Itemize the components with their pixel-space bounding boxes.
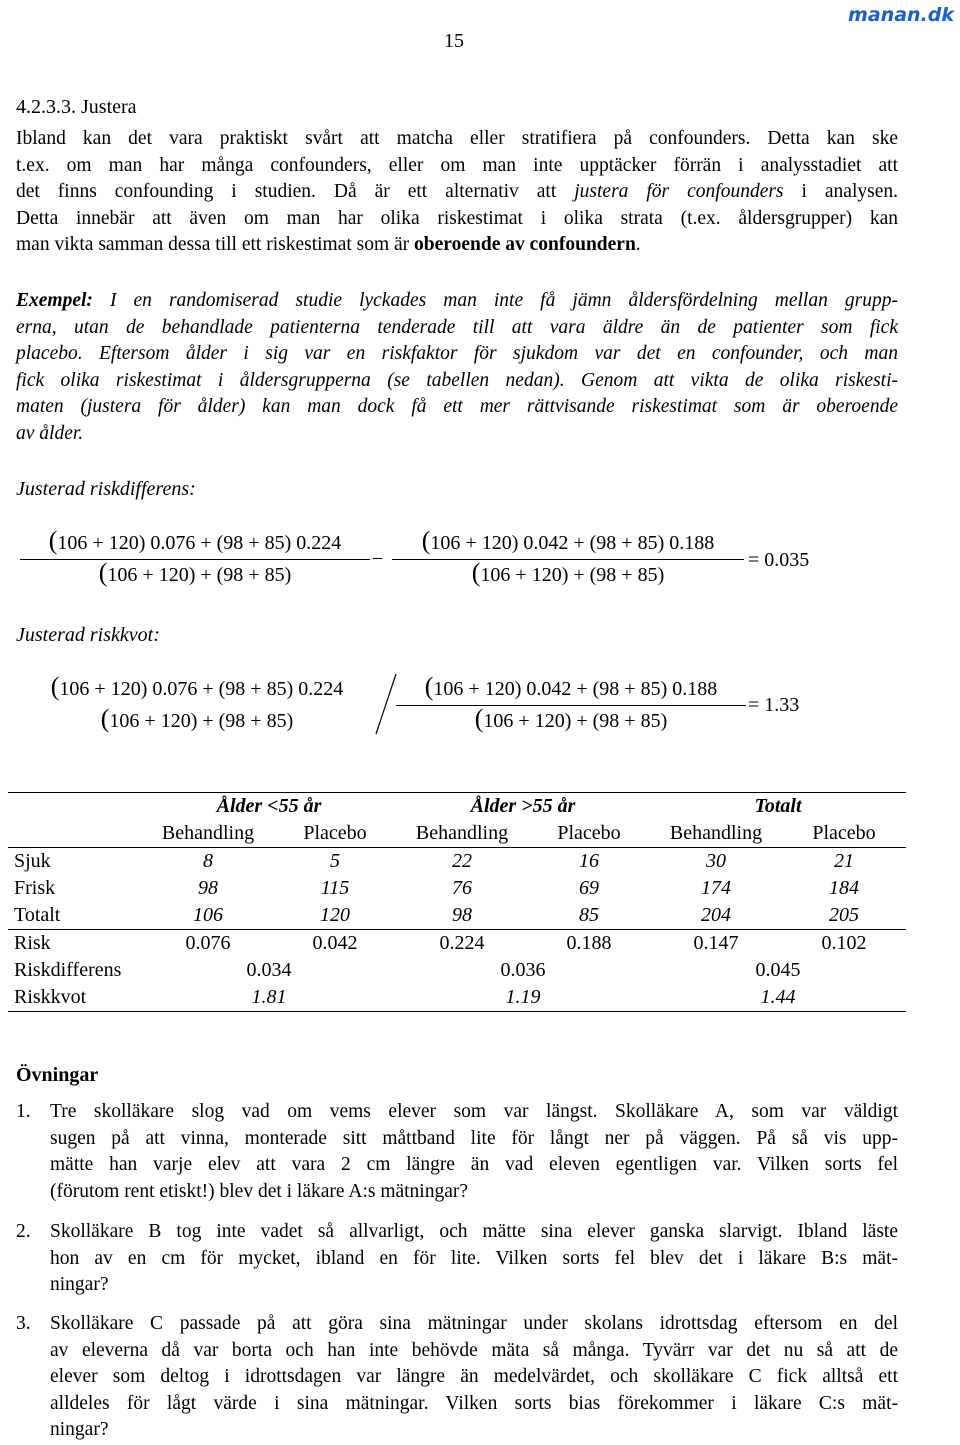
table-row [8, 848, 906, 876]
subheader: Placebo [303, 822, 367, 844]
table-cell: 106 [193, 904, 223, 926]
exercise-line: elever som deltog i idrottsdagen var längre än medelvärdet, och skolläkare C fick alltså ett [50, 1366, 898, 1387]
table-cell: 1.44 [650, 984, 906, 1012]
exercise-item [16, 1311, 898, 1445]
group-header: Ålder >55 år [396, 793, 650, 821]
table-cell: 0.036 [500, 959, 546, 981]
exercise-line: av eleverna då var borta och han inte behövde mäta så många. Tyvärr var det nu så att de [50, 1339, 898, 1361]
table-cell: 0.045 [755, 959, 801, 981]
row-label: Totalt [14, 904, 61, 926]
table-subheader-row [8, 820, 906, 848]
subheader: Behandling [161, 822, 255, 844]
exercise-line: Tre skolläkare slog vad om vems elever som var längst. Skolläkare A, som var väldigt [50, 1101, 898, 1122]
rr-fraction-2 [396, 672, 746, 734]
rd-fraction-2 [392, 526, 744, 588]
table-cell: 0.102 [782, 930, 906, 958]
exercise-number: 1. [16, 1101, 31, 1122]
table-cell: 204 [701, 904, 731, 926]
section-heading: 4.2.3.3. Justera [16, 96, 137, 118]
subheader: Placebo [812, 822, 876, 844]
table-cell: 0.147 [650, 930, 782, 958]
row-label: Sjuk [8, 848, 142, 876]
table-cell: 8 [142, 848, 274, 876]
exercise-line: alldeles för lågt värde i sina mätningar. Vilken sorts bias förekommer i läkare C:s mät- [50, 1392, 898, 1414]
table-cell: 5 [274, 848, 396, 876]
table-row [8, 930, 906, 958]
exercise-text [50, 1219, 898, 1299]
exercise-line: (förutom rent etiskt!) blev det i läkare A:s mätningar? [50, 1180, 469, 1202]
exercise-line: sugen på att vinna, monterade sitt måttband lite för långt ner på väggen. På så vis upp- [50, 1127, 898, 1149]
exercises-title: Övningar [16, 1064, 99, 1086]
table-cell: 174 [701, 877, 731, 899]
subheader: Placebo [557, 822, 621, 844]
table-cell: 120 [320, 904, 350, 926]
exercise-text [50, 1311, 898, 1444]
subheader: Behandling [415, 822, 509, 844]
exercise-text [50, 1099, 898, 1205]
exercise-item [16, 1219, 898, 1303]
rr-fraction-1 [22, 672, 372, 734]
rr-result: = 1.33 [748, 694, 800, 716]
intro-line: Ibland kan det vara praktiskt svårt att matcha eller stratifiera på confounders. Detta kan ske [16, 128, 898, 149]
italic-term: justera för confounders [574, 181, 784, 202]
exercise-item [16, 1099, 898, 1209]
intro-line: man vikta samman dessa till ett riskestimat som är oberoende av confoundern. [16, 234, 641, 255]
page-number: 15 [444, 30, 464, 52]
example-line: maten (justera för ålder) kan man dock få ett mer rättvisande riskestimat som är oberoende [16, 396, 898, 417]
exercise-number: 3. [16, 1313, 31, 1334]
rr-denominator-2: (106 + 120) + (98 + 85) [474, 703, 668, 733]
site-watermark: manan.dk [848, 4, 954, 26]
table-row [8, 957, 906, 984]
table-cell: 98 [452, 904, 472, 926]
intro-line: Detta innebär att även om man har olika riskestimat i olika strata (t.ex. åldersgrupper) kan [16, 207, 898, 229]
row-label: Frisk [14, 877, 56, 899]
table-row [8, 984, 906, 1012]
example-line: erna, utan de behandlade patienterna tenderade till att vara äldre än de patienter som fick [16, 316, 898, 338]
rd-numerator-2: (106 + 120) 0.042 + (98 + 85) 0.188 [421, 526, 715, 555]
table-row [8, 902, 906, 930]
rr-division-slash [374, 672, 398, 736]
example-line: placebo. Eftersom ålder i sig var en riskfaktor för sjukdom var det en confounder, och man [16, 343, 898, 364]
table-cell: 16 [528, 848, 650, 876]
row-label: Risk [8, 930, 142, 958]
table-cell: 0.224 [396, 930, 528, 958]
group-header: Totalt [650, 793, 906, 821]
table-cell: 0.076 [142, 930, 274, 958]
rr-numerator-1: (106 + 120) 0.076 + (98 + 85) 0.224 [50, 672, 344, 701]
row-label: Riskdifferens [14, 959, 122, 981]
exercise-line: mätte han varje elev att vara 2 cm längre än vad eleven egentligen var. Vilken sorts fel [50, 1154, 898, 1175]
table-cell: 0.188 [528, 930, 650, 958]
rr-label: Justerad riskkvot: [16, 624, 160, 646]
rr-numerator-2: (106 + 120) 0.042 + (98 + 85) 0.188 [424, 672, 718, 701]
table-cell: 1.19 [396, 984, 650, 1012]
table-cell: 98 [198, 877, 218, 899]
example-line: Exempel: I en randomiserad studie lyckades man inte få jämn åldersfördelning mellan grupp- [16, 290, 898, 311]
exercise-line: ningar? [50, 1419, 109, 1440]
age-strata-table [8, 792, 906, 1012]
example-label: Exempel: [16, 290, 93, 311]
rr-denominator-1: (106 + 120) + (98 + 85) [100, 703, 294, 733]
rd-denominator-1: (106 + 120) + (98 + 85) [98, 557, 292, 587]
table-cell: 0.042 [274, 930, 396, 958]
table-cell: 205 [829, 904, 859, 926]
table-cell: 1.81 [142, 984, 396, 1012]
group-header: Ålder <55 år [142, 793, 396, 821]
table-cell: 184 [829, 877, 859, 899]
table-cell: 30 [650, 848, 782, 876]
exercise-number: 2. [16, 1221, 31, 1242]
row-label: Riskkvot [8, 984, 142, 1012]
rd-label: Justerad riskdifferens: [16, 478, 196, 500]
table-row [8, 875, 906, 902]
rd-result: = 0.035 [748, 549, 810, 571]
rd-fraction-1 [20, 526, 370, 588]
example-line: fick olika riskestimat i åldersgrupperna (se tabellen nedan). Genom att vikta de olika riskesti- [16, 369, 898, 391]
bold-term: oberoende av confoundern [414, 234, 636, 255]
rd-numerator-1: (106 + 120) 0.076 + (98 + 85) 0.224 [48, 526, 342, 555]
rd-operator: − [372, 548, 384, 570]
intro-line: t.ex. om man har många confounders, eller om man inte upptäcker förrän i analysstadiet att [16, 154, 898, 176]
table-cell: 69 [579, 877, 599, 899]
table-cell: 115 [320, 877, 350, 899]
intro-paragraph [16, 126, 898, 259]
table-group-header-row [8, 793, 906, 821]
exercise-line: hon av en cm för mycket, ibland en för lite. Vilken sorts fel blev det i läkare B:s mät- [50, 1247, 898, 1269]
exercise-line: Skolläkare C passade på att göra sina mätningar under skolans idrottsdag eftersom en del [50, 1313, 898, 1334]
table-cell: 85 [579, 904, 599, 926]
rd-denominator-2: (106 + 120) + (98 + 85) [471, 557, 665, 587]
intro-line: det finns confounding i studien. Då är ett alternativ att justera för confounders i analysen. [16, 181, 898, 202]
table-cell: 21 [782, 848, 906, 876]
example-paragraph [16, 288, 898, 447]
exercise-line: ningar? [50, 1274, 109, 1295]
table-cell: 0.034 [246, 959, 292, 981]
subheader: Behandling [669, 822, 763, 844]
example-line: av ålder. [16, 422, 84, 444]
table-cell: 22 [396, 848, 528, 876]
exercise-line: Skolläkare B tog inte vadet så allvarligt, och mätte sina elever ganska slarvigt. Ibland läste [50, 1221, 898, 1242]
table-cell: 76 [452, 877, 472, 899]
